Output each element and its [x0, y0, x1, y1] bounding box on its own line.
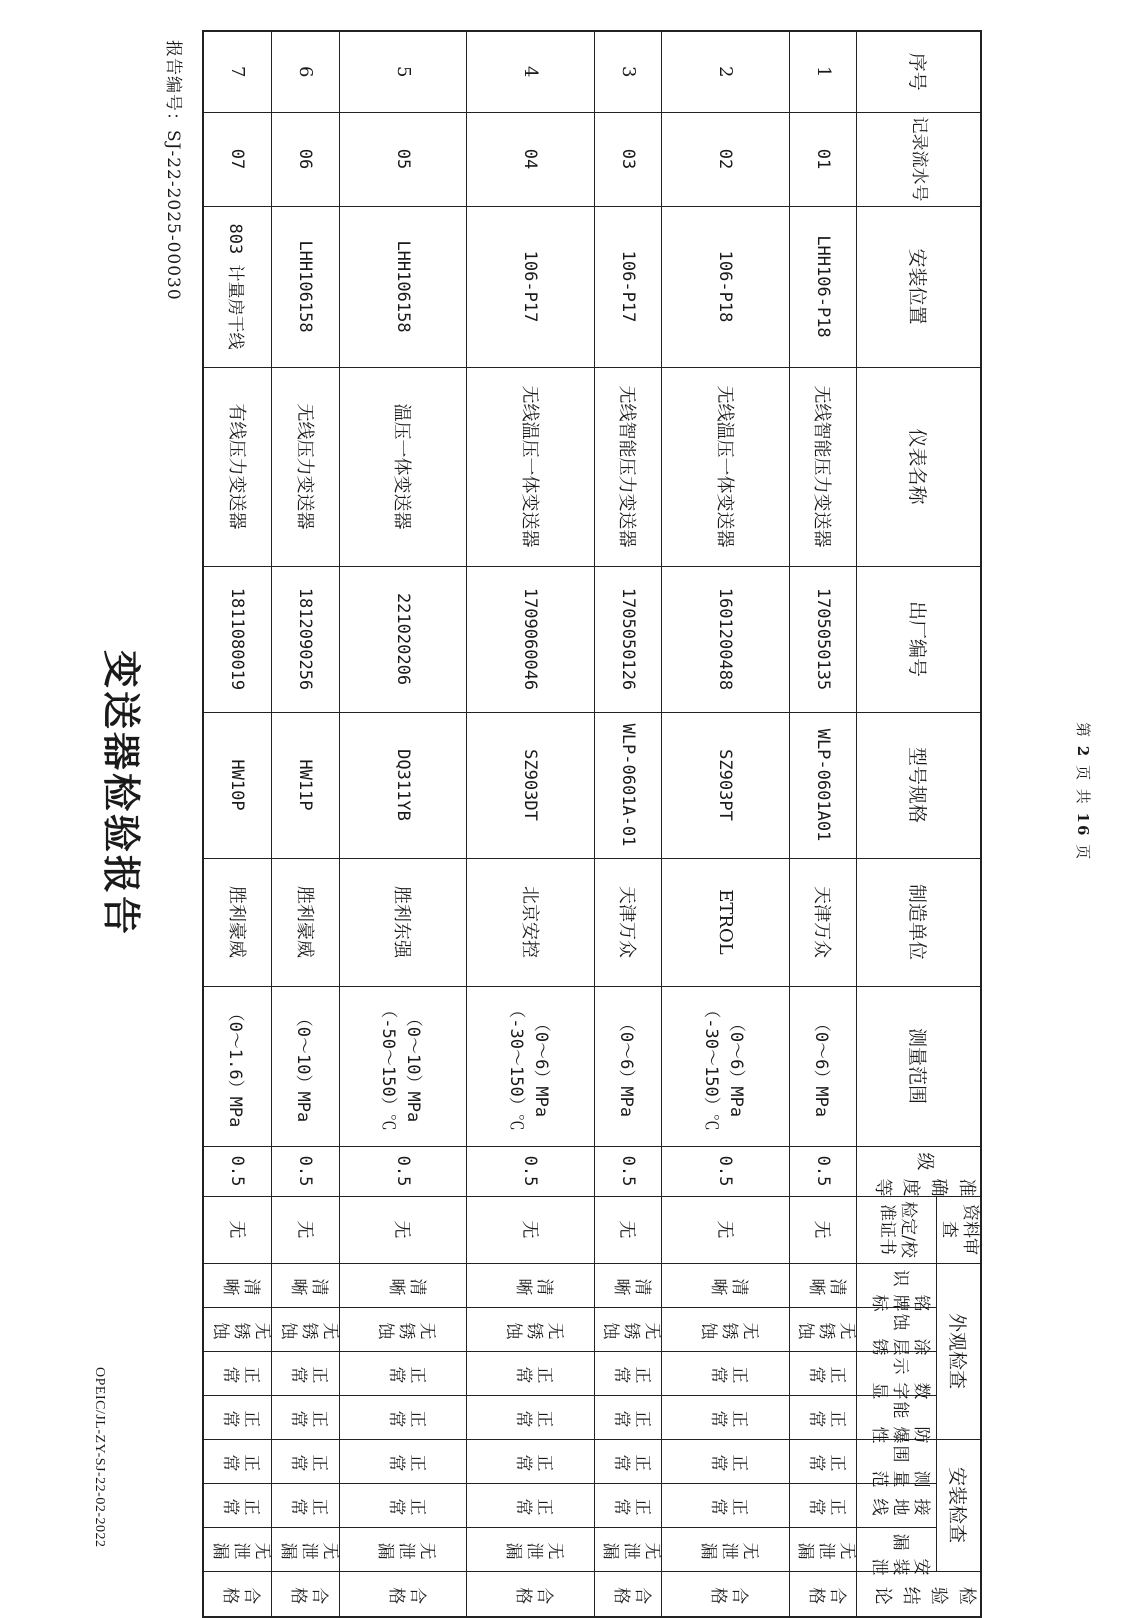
header-install-group: 安装检查 — [937, 1439, 981, 1571]
cell-seq: 3 — [594, 31, 662, 112]
inspection-table-wrapper — [202, 30, 982, 1605]
cell-serial: 221020206 — [339, 566, 467, 712]
cell-rust: 无锈蚀 — [339, 1307, 467, 1351]
cell-grounding: 正常 — [272, 1483, 340, 1527]
cell-rust: 无锈蚀 — [789, 1307, 857, 1351]
cell-rust: 无锈蚀 — [467, 1307, 595, 1351]
cell-maker: 胜利豪威 — [203, 858, 272, 986]
header-nameplate: 铭牌标识 — [857, 1263, 937, 1307]
cell-maker: 胜利东强 — [339, 858, 467, 986]
header-maker: 制造单位 — [857, 858, 981, 986]
cell-leakage: 无泄漏 — [203, 1527, 272, 1571]
cell-serial: 1705050126 — [594, 566, 662, 712]
cell-conclusion: 合格 — [594, 1571, 662, 1617]
cell-serial: 1812090256 — [272, 566, 340, 712]
cell-meas-range: 正常 — [203, 1439, 272, 1483]
header-explosion: 防爆性能 — [857, 1395, 937, 1439]
cell-rust: 无锈蚀 — [594, 1307, 662, 1351]
cell-leakage: 无泄漏 — [272, 1527, 340, 1571]
cell-display: 正常 — [339, 1351, 467, 1395]
cell-model: WLP-0601A-01 — [594, 712, 662, 858]
cell-cert: 无 — [662, 1196, 790, 1263]
header-range: 测量范围 — [857, 986, 981, 1146]
cell-accuracy: 0.5 — [467, 1146, 595, 1196]
cell-grounding: 正常 — [467, 1483, 595, 1527]
cell-range: （0～6）MPa — [594, 986, 662, 1146]
cell-display: 正常 — [594, 1351, 662, 1395]
cell-location: LHH106158 — [339, 206, 467, 367]
cell-model: DQ311YB — [339, 712, 467, 858]
cell-model: WLP-0601A01 — [789, 712, 857, 858]
cell-accuracy: 0.5 — [789, 1146, 857, 1196]
cell-name: 温压一体变送器 — [339, 367, 467, 566]
cell-maker: ETROL — [662, 858, 790, 986]
cell-accuracy: 0.5 — [272, 1146, 340, 1196]
cell-name: 无线温压一体变送器 — [467, 367, 595, 566]
cell-display: 正常 — [662, 1351, 790, 1395]
cell-range: （0～6）MPa （-30～150）℃ — [467, 986, 595, 1146]
cell-maker: 天津万众 — [789, 858, 857, 986]
cell-location: LHH106-P18 — [789, 206, 857, 367]
cell-record-no: 03 — [594, 112, 662, 206]
cell-meas-range: 正常 — [789, 1439, 857, 1483]
table-row — [789, 31, 857, 1617]
page-indicator: 第 2 页 共 16 页 — [1074, 722, 1092, 862]
cell-name: 无线智能压力变送器 — [594, 367, 662, 566]
cell-accuracy: 0.5 — [203, 1146, 272, 1196]
cell-nameplate: 清晰 — [203, 1263, 272, 1307]
cell-display: 正常 — [789, 1351, 857, 1395]
cell-conclusion: 合格 — [662, 1571, 790, 1617]
cell-model: HW10P — [203, 712, 272, 858]
cell-nameplate: 清晰 — [594, 1263, 662, 1307]
cell-cert: 无 — [203, 1196, 272, 1263]
cell-nameplate: 清晰 — [272, 1263, 340, 1307]
cell-name: 有线压力变送器 — [203, 367, 272, 566]
cell-leakage: 无泄漏 — [339, 1527, 467, 1571]
cell-grounding: 正常 — [594, 1483, 662, 1527]
cell-explosion: 正常 — [789, 1395, 857, 1439]
cell-seq: 1 — [789, 31, 857, 112]
cell-name: 无线温压一体变送器 — [662, 367, 790, 566]
header-record-no: 记录流水号 — [857, 112, 981, 206]
table-row — [594, 31, 662, 1617]
cell-range: （0～10）MPa （-50～150）℃ — [339, 986, 467, 1146]
header-display: 数字显示 — [857, 1351, 937, 1395]
cell-nameplate: 清晰 — [789, 1263, 857, 1307]
cell-conclusion: 合格 — [467, 1571, 595, 1617]
cell-seq: 5 — [339, 31, 467, 112]
cell-meas-range: 正常 — [339, 1439, 467, 1483]
header-serial: 出厂编号 — [857, 566, 981, 712]
report-title: 变送器检验报告 — [99, 650, 143, 938]
report-number: 报告编号：SJ-22-2025-00030 — [163, 40, 183, 301]
cell-model: SZ903PT — [662, 712, 790, 858]
table-row — [467, 31, 595, 1617]
cell-model: SZ903DT — [467, 712, 595, 858]
header-name: 仪表名称 — [857, 367, 981, 566]
cell-grounding: 正常 — [662, 1483, 790, 1527]
cell-record-no: 05 — [339, 112, 467, 206]
cell-explosion: 正常 — [467, 1395, 595, 1439]
cell-leakage: 无泄漏 — [662, 1527, 790, 1571]
cell-conclusion: 合格 — [272, 1571, 340, 1617]
cell-accuracy: 0.5 — [339, 1146, 467, 1196]
cell-cert: 无 — [467, 1196, 595, 1263]
cell-grounding: 正常 — [789, 1483, 857, 1527]
cell-display: 正常 — [203, 1351, 272, 1395]
cell-conclusion: 合格 — [339, 1571, 467, 1617]
cell-grounding: 正常 — [339, 1483, 467, 1527]
cell-cert: 无 — [594, 1196, 662, 1263]
cell-record-no: 01 — [789, 112, 857, 206]
header-location: 安装位置 — [857, 206, 981, 367]
cell-meas-range: 正常 — [594, 1439, 662, 1483]
cell-cert: 无 — [789, 1196, 857, 1263]
header-accuracy: 准确度等级 — [857, 1146, 981, 1196]
cell-range: （0～6）MPa （-30～150）℃ — [662, 986, 790, 1146]
cell-serial: 1709060046 — [467, 566, 595, 712]
cell-record-no: 07 — [203, 112, 272, 206]
header-rust: 涂层锈蚀 — [857, 1307, 937, 1351]
cell-explosion: 正常 — [272, 1395, 340, 1439]
cell-conclusion: 合格 — [203, 1571, 272, 1617]
table-row — [662, 31, 790, 1617]
cell-model: HW11P — [272, 712, 340, 858]
inspection-table — [202, 30, 982, 1618]
cell-meas-range: 正常 — [662, 1439, 790, 1483]
cell-range: （0～1.6）MPa — [203, 986, 272, 1146]
header-conclusion: 检验结论 — [857, 1571, 981, 1617]
cell-name: 无线压力变送器 — [272, 367, 340, 566]
cell-record-no: 06 — [272, 112, 340, 206]
cell-meas-range: 正常 — [467, 1439, 595, 1483]
cell-range: （0～10）MPa — [272, 986, 340, 1146]
header-model: 型号规格 — [857, 712, 981, 858]
cell-range: （0～6）MPa — [789, 986, 857, 1146]
document-code: OPEIC/JL-ZY-SJ-22-02-2022 — [92, 1367, 107, 1548]
table-row — [339, 31, 467, 1617]
cell-seq: 6 — [272, 31, 340, 112]
cell-maker: 天津万众 — [594, 858, 662, 986]
cell-explosion: 正常 — [339, 1395, 467, 1439]
cell-cert: 无 — [339, 1196, 467, 1263]
cell-display: 正常 — [272, 1351, 340, 1395]
cell-maker: 北京安控 — [467, 858, 595, 986]
cell-seq: 2 — [662, 31, 790, 112]
header-appearance-group: 外观检查 — [937, 1263, 981, 1439]
cell-accuracy: 0.5 — [594, 1146, 662, 1196]
header-cert: 检定/校准证书 — [857, 1196, 937, 1263]
header-leakage: 安装泄漏 — [857, 1527, 937, 1571]
cell-location: 106-P17 — [467, 206, 595, 367]
cell-conclusion: 合格 — [789, 1571, 857, 1617]
cell-seq: 7 — [203, 31, 272, 112]
table-body — [203, 31, 857, 1617]
cell-nameplate: 清晰 — [467, 1263, 595, 1307]
table-row — [272, 31, 340, 1617]
header-meas-range: 测量范围 — [857, 1439, 937, 1483]
cell-location: 106-P18 — [662, 206, 790, 367]
header-grounding: 接地线 — [857, 1483, 937, 1527]
cell-cert: 无 — [272, 1196, 340, 1263]
cell-grounding: 正常 — [203, 1483, 272, 1527]
cell-accuracy: 0.5 — [662, 1146, 790, 1196]
cell-explosion: 正常 — [594, 1395, 662, 1439]
cell-nameplate: 清晰 — [662, 1263, 790, 1307]
cell-leakage: 无泄漏 — [594, 1527, 662, 1571]
cell-leakage: 无泄漏 — [467, 1527, 595, 1571]
cell-name: 无线智能压力变送器 — [789, 367, 857, 566]
cell-explosion: 正常 — [203, 1395, 272, 1439]
cell-rust: 无锈蚀 — [272, 1307, 340, 1351]
cell-rust: 无锈蚀 — [662, 1307, 790, 1351]
cell-record-no: 04 — [467, 112, 595, 206]
header-seq: 序号 — [857, 31, 981, 112]
cell-location: 106-P17 — [594, 206, 662, 367]
cell-leakage: 无泄漏 — [789, 1527, 857, 1571]
cell-location: 803 计量房干线 — [203, 206, 272, 367]
cell-explosion: 正常 — [662, 1395, 790, 1439]
cell-seq: 4 — [467, 31, 595, 112]
table-row — [203, 31, 272, 1617]
cell-maker: 胜利豪威 — [272, 858, 340, 986]
cell-meas-range: 正常 — [272, 1439, 340, 1483]
cell-display: 正常 — [467, 1351, 595, 1395]
cell-serial: 1811080019 — [203, 566, 272, 712]
header-docs-group: 资料审查 — [937, 1196, 981, 1263]
cell-location: LHH106158 — [272, 206, 340, 367]
cell-serial: 1705050135 — [789, 566, 857, 712]
cell-nameplate: 清晰 — [339, 1263, 467, 1307]
cell-record-no: 02 — [662, 112, 790, 206]
cell-serial: 1601200488 — [662, 566, 790, 712]
cell-rust: 无锈蚀 — [203, 1307, 272, 1351]
